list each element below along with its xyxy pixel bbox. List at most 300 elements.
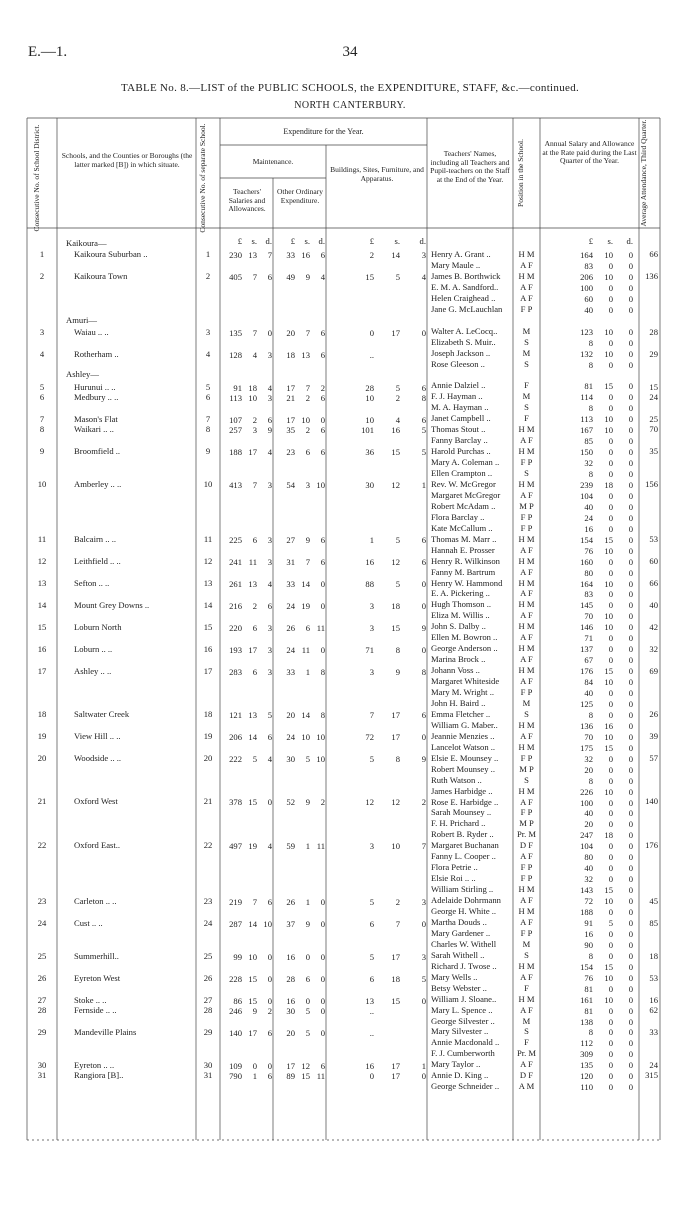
salaries-shillings: 7 (252, 897, 257, 907)
annual-salary-pounds: 154 (580, 962, 593, 972)
other-expenditure (275, 480, 325, 490)
other-expenditure (275, 557, 325, 567)
lsd-annual-pounds: £ (588, 236, 593, 246)
annual-salary-pounds: 16 (584, 524, 593, 534)
attendance: 62 (649, 1005, 658, 1015)
other-expenditure-pence: 2 (320, 797, 325, 807)
annual-salary (541, 447, 633, 457)
annual-salary-pounds: 20 (584, 765, 593, 775)
teacher-position: S (524, 337, 529, 347)
other-expenditure-pounds: 35 (286, 425, 295, 435)
salaries-pounds: 220 (229, 623, 242, 633)
annual-salary (541, 666, 633, 676)
teacher-name: George Schneider .. (431, 1082, 500, 1091)
salaries-shillings: 18 (248, 383, 257, 393)
annual-salary-shillings: 10 (604, 611, 613, 621)
buildings-shillings: 17 (391, 1071, 400, 1081)
buildings (328, 623, 426, 633)
teacher-name: F. J. Hayman .. (431, 392, 483, 401)
annual-salary (541, 261, 633, 271)
other-expenditure-pence: 11 (316, 841, 325, 851)
annual-salary-pence: 0 (628, 469, 633, 479)
district-no: 19 (37, 731, 47, 741)
buildings (328, 328, 426, 338)
salaries (222, 797, 272, 807)
buildings-pence: 6 (421, 383, 426, 393)
salaries-shillings: 19 (248, 841, 257, 851)
annual-salary (541, 984, 633, 994)
annual-salary (541, 349, 633, 359)
other-expenditure-shillings: 14 (301, 579, 310, 589)
salaries-pounds: 140 (229, 1028, 242, 1038)
salaries (222, 841, 272, 851)
other-expenditure-pence: 10 (316, 480, 325, 490)
buildings (328, 1006, 426, 1016)
other-expenditure (275, 328, 325, 338)
district-no: 17 (37, 666, 47, 676)
header-salaries: Teachers' Salaries and Allowances. (228, 187, 266, 213)
attendance: 60 (649, 556, 658, 566)
annual-salary (541, 294, 633, 304)
annual-salary-shillings: 10 (604, 272, 613, 282)
district-no: 24 (37, 918, 47, 928)
teacher-name: William G. Maber.. (431, 721, 498, 730)
teacher-position: F P (520, 862, 533, 872)
salaries (222, 425, 272, 435)
annual-salary (541, 754, 633, 764)
other-expenditure-pence: 0 (320, 974, 325, 984)
other-expenditure (275, 535, 325, 545)
school-no: 14 (203, 600, 213, 610)
annual-salary (541, 403, 633, 413)
other-expenditure-pence: 6 (320, 328, 325, 338)
school-name: Mandeville Plains (74, 1027, 137, 1037)
school-no: 10 (203, 479, 213, 489)
annual-salary-pence: 0 (628, 491, 633, 501)
other-expenditure-pence: 0 (320, 645, 325, 655)
salaries-pence: 0 (267, 797, 272, 807)
district-no: 18 (37, 709, 47, 719)
buildings-pence: 8 (421, 667, 426, 677)
buildings-pounds: 12 (365, 797, 374, 807)
district-no: 4 (39, 349, 45, 359)
district-no: 7 (39, 414, 45, 424)
annual-salary (541, 568, 633, 578)
teacher-name: George H. White .. (431, 907, 497, 916)
salaries-pounds: 216 (229, 601, 242, 611)
teacher-position: H M (518, 742, 535, 752)
annual-salary-pence: 0 (628, 1049, 633, 1059)
attendance: 45 (649, 896, 658, 906)
annual-salary-shillings: 0 (608, 907, 613, 917)
annual-salary (541, 644, 633, 654)
other-expenditure-pounds: 17 (286, 383, 295, 393)
teacher-position: M P (519, 764, 534, 774)
annual-salary-pence: 0 (628, 480, 633, 490)
buildings-pence: 5 (421, 425, 426, 435)
annual-salary-pence: 0 (628, 710, 633, 720)
buildings-shillings: 10 (391, 841, 400, 851)
attendance: 57 (649, 753, 658, 763)
annual-salary-shillings: 0 (608, 261, 613, 271)
school-no: 16 (203, 644, 213, 654)
other-expenditure-pounds: 21 (286, 393, 295, 403)
salaries-shillings: 2 (252, 415, 257, 425)
lsd-salaries-pence: d. (265, 236, 272, 246)
annual-salary-shillings: 0 (608, 513, 613, 523)
buildings-pence: 3 (421, 250, 426, 260)
other-expenditure (275, 667, 325, 677)
school-name: Sefton .. .. (74, 578, 110, 588)
school-name: Broomfield .. (74, 446, 121, 456)
salaries-pounds: 230 (229, 250, 242, 260)
salaries-shillings: 9 (252, 1006, 257, 1016)
teacher-name: Mary Maule .. (431, 261, 481, 270)
annual-salary-pence: 0 (628, 633, 633, 643)
salaries-pence: 0 (267, 1061, 272, 1071)
other-expenditure-shillings: 6 (305, 447, 310, 457)
table-subtitle: NORTH CANTERBURY. (294, 100, 406, 111)
other-expenditure-pence: 0 (320, 1028, 325, 1038)
teacher-position: F P (520, 457, 533, 467)
salaries (222, 919, 272, 929)
salaries-shillings: 17 (248, 645, 257, 655)
school-name: Waikari .. .. (74, 424, 114, 434)
annual-salary-pence: 0 (628, 535, 633, 545)
annual-salary-shillings: 0 (608, 524, 613, 534)
annual-salary-pence: 0 (628, 808, 633, 818)
teacher-position: S (524, 709, 529, 719)
annual-salary (541, 305, 633, 315)
other-expenditure-pence: 10 (316, 754, 325, 764)
salaries-pence: 0 (267, 952, 272, 962)
buildings (328, 415, 426, 425)
buildings-shillings: 12 (391, 797, 400, 807)
annual-salary-shillings: 0 (608, 940, 613, 950)
salaries-pence: 0 (267, 974, 272, 984)
annual-salary (541, 951, 633, 961)
annual-salary-pence: 0 (628, 677, 633, 687)
salaries (222, 645, 272, 655)
annual-salary-pence: 0 (628, 1071, 633, 1081)
teacher-name: Marina Brock .. (431, 655, 486, 664)
salaries-pounds: 135 (229, 328, 242, 338)
other-expenditure (275, 383, 325, 393)
annual-salary-pounds: 81 (584, 381, 593, 391)
other-expenditure-pence: 10 (316, 732, 325, 742)
annual-salary-shillings: 0 (608, 852, 613, 862)
attendance: 66 (649, 578, 658, 588)
buildings-pence: 6 (421, 415, 426, 425)
other-expenditure-pounds: 26 (286, 897, 295, 907)
lsd-other (275, 236, 325, 246)
teacher-position: F P (520, 687, 533, 697)
teacher-position: H M (518, 961, 535, 971)
other-expenditure (275, 601, 325, 611)
salaries-pounds: 113 (229, 393, 242, 403)
annual-salary-pounds: 188 (580, 907, 593, 917)
annual-salary-shillings: 10 (604, 995, 613, 1005)
annual-salary-pounds: 135 (580, 1060, 593, 1070)
other-expenditure-shillings: 10 (301, 415, 310, 425)
salaries-pounds: 107 (229, 415, 242, 425)
salaries-shillings: 7 (252, 328, 257, 338)
school-no: 1 (205, 249, 211, 259)
school-name: Leithfield .. .. (74, 556, 121, 566)
annual-salary-pounds: 40 (584, 808, 593, 818)
attendance: 136 (645, 271, 658, 281)
annual-salary-pounds: 8 (588, 360, 593, 370)
salaries-shillings: 6 (252, 535, 257, 545)
school-no: 11 (203, 534, 213, 544)
annual-salary-shillings: 0 (608, 754, 613, 764)
annual-salary (541, 502, 633, 512)
annual-salary-shillings: 0 (608, 699, 613, 709)
teacher-position: A F (520, 282, 533, 292)
annual-salary-pounds: 104 (580, 841, 593, 851)
other-expenditure-shillings: 16 (301, 250, 310, 260)
buildings (328, 645, 426, 655)
other-expenditure-pounds: 17 (286, 1061, 295, 1071)
salaries (222, 383, 272, 393)
school-no: 21 (203, 796, 213, 806)
buildings-shillings: 2 (395, 897, 400, 907)
annual-salary-pence: 0 (628, 589, 633, 599)
salaries (222, 350, 272, 360)
other-expenditure-shillings: 13 (301, 350, 310, 360)
district-no: 8 (39, 424, 45, 434)
buildings-pence: 0 (421, 579, 426, 589)
salaries-shillings: 7 (252, 272, 257, 282)
teacher-position: F P (520, 753, 533, 763)
teacher-name: George Silvester .. (431, 1017, 495, 1026)
district-no: 27 (37, 995, 47, 1005)
salaries-shillings: 6 (252, 623, 257, 633)
buildings-pence: 1 (421, 1061, 426, 1071)
annual-salary-shillings: 15 (604, 962, 613, 972)
annual-salary-shillings: 0 (608, 1082, 613, 1092)
annual-salary-pence: 0 (628, 546, 633, 556)
attendance: 25 (649, 414, 658, 424)
buildings-shillings: 15 (391, 623, 400, 633)
salaries-pence: 4 (267, 754, 272, 764)
salaries-pounds: 287 (229, 919, 242, 929)
header-other: Other Ordinary Expenditure. (276, 187, 324, 205)
salaries-shillings: 13 (248, 579, 257, 589)
attendance: 53 (649, 534, 658, 544)
annual-salary (541, 1038, 633, 1048)
header-district-no: Consecutive No. of School District. (32, 124, 41, 232)
buildings-pounds: 30 (365, 480, 374, 490)
salaries-pounds: 206 (229, 732, 242, 742)
teacher-position: H M (518, 556, 535, 566)
teacher-position: A F (520, 895, 533, 905)
buildings-shillings: 16 (391, 425, 400, 435)
annual-salary-pence: 0 (628, 951, 633, 961)
annual-salary-pounds: 100 (580, 283, 593, 293)
buildings-shillings: 12 (391, 480, 400, 490)
district-no: 21 (37, 796, 47, 806)
annual-salary-pounds: 8 (588, 951, 593, 961)
other-expenditure-pence: 0 (320, 1006, 325, 1016)
school-no: 3 (205, 327, 211, 337)
annual-salary-pence: 0 (628, 688, 633, 698)
other-expenditure-pounds: 20 (286, 328, 295, 338)
school-name: Cust .. .. (74, 918, 103, 928)
other-expenditure-shillings: 5 (305, 1006, 310, 1016)
salaries-pence: 6 (267, 1028, 272, 1038)
annual-salary-pence: 0 (628, 1017, 633, 1027)
salaries (222, 732, 272, 742)
salaries-shillings: 6 (252, 667, 257, 677)
salaries-pounds: 790 (229, 1071, 242, 1081)
annual-salary-pounds: 164 (580, 250, 593, 260)
page-id: E.—1. (28, 44, 68, 60)
buildings-pounds: .. (369, 1006, 374, 1016)
county-label: Kaikoura— (66, 238, 107, 248)
annual-salary-pounds: 100 (580, 798, 593, 808)
school-name: Fernside .. .. (74, 1005, 117, 1015)
annual-salary-pounds: 160 (580, 557, 593, 567)
annual-salary (541, 381, 633, 391)
district-no: 9 (39, 446, 45, 456)
buildings (328, 447, 426, 457)
salaries-pence: 3 (267, 393, 272, 403)
teacher-name: Rev. W. McGregor (431, 480, 496, 489)
salaries-shillings: 14 (248, 919, 257, 929)
attendance: 33 (649, 1027, 658, 1037)
annual-salary (541, 589, 633, 599)
teacher-position: H M (518, 446, 535, 456)
teacher-name: Janet Campbell .. (431, 414, 491, 423)
lsd-other-pounds: £ (290, 236, 295, 246)
teacher-name: Hugh Thomson .. (431, 600, 492, 609)
lsd-salaries-pounds: £ (237, 236, 242, 246)
salaries (222, 601, 272, 611)
school-no: 7 (205, 414, 211, 424)
annual-salary-shillings: 10 (604, 787, 613, 797)
annual-salary-pence: 0 (628, 1060, 633, 1070)
teacher-name: Kate McCallum .. (431, 524, 493, 533)
annual-salary (541, 458, 633, 468)
buildings-pence: 9 (421, 754, 426, 764)
salaries-shillings: 2 (252, 601, 257, 611)
annual-salary (541, 338, 633, 348)
annual-salary-pence: 0 (628, 1038, 633, 1048)
salaries-shillings: 17 (248, 1028, 257, 1038)
annual-salary-pence: 0 (628, 721, 633, 731)
annual-salary (541, 699, 633, 709)
salaries-pounds: 283 (229, 667, 242, 677)
teacher-name: Thomas Stout .. (431, 425, 486, 434)
other-expenditure-pence: 0 (320, 579, 325, 589)
salaries (222, 535, 272, 545)
annual-salary-pence: 0 (628, 381, 633, 391)
salaries (222, 1071, 272, 1081)
salaries (222, 1061, 272, 1071)
salaries-pounds: 378 (229, 797, 242, 807)
salaries (222, 974, 272, 984)
annual-salary-shillings: 15 (604, 743, 613, 753)
salaries-shillings: 7 (252, 480, 257, 490)
teacher-position: F (524, 380, 529, 390)
annual-salary-shillings: 0 (608, 589, 613, 599)
teacher-name: John S. Dalby .. (431, 622, 486, 631)
school-no: 23 (203, 896, 213, 906)
annual-salary-pounds: 239 (580, 480, 593, 490)
annual-salary (541, 1017, 633, 1027)
teacher-name: Thomas M. Marr .. (431, 535, 497, 544)
annual-salary (541, 765, 633, 775)
attendance: 28 (649, 327, 658, 337)
other-expenditure-pence: 0 (320, 996, 325, 1006)
other-expenditure-pence: 6 (320, 393, 325, 403)
buildings (328, 383, 426, 393)
buildings-shillings: 17 (391, 1061, 400, 1071)
salaries (222, 710, 272, 720)
annual-salary (541, 852, 633, 862)
annual-salary-pounds: 76 (584, 973, 593, 983)
table-title: TABLE No. 8.—LIST of the PUBLIC SCHOOLS, the EXPENDITURE, STAFF, &c.—continued. (120, 82, 580, 94)
annual-salary-pence: 0 (628, 655, 633, 665)
salaries-pence: 7 (267, 250, 272, 260)
header-position: Position in the School. (516, 139, 525, 207)
annual-salary (541, 885, 633, 895)
other-expenditure (275, 732, 325, 742)
annual-salary-pence: 0 (628, 294, 633, 304)
teacher-name: Ruth Watson .. (431, 776, 482, 785)
school-no: 27 (203, 995, 213, 1005)
other-expenditure-pounds: 27 (286, 535, 295, 545)
buildings-shillings: 5 (395, 535, 400, 545)
annual-salary (541, 1082, 633, 1092)
buildings-pounds: 16 (365, 1061, 374, 1071)
other-expenditure-shillings: 9 (305, 272, 310, 282)
salaries-pounds: 99 (233, 952, 242, 962)
other-expenditure-pounds: 31 (286, 557, 295, 567)
salaries-pounds: 261 (229, 579, 242, 589)
annual-salary-pounds: 32 (584, 874, 593, 884)
district-no: 15 (37, 622, 47, 632)
annual-salary (541, 995, 633, 1005)
teacher-name: Elsie E. Mounsey .. (431, 754, 499, 763)
annual-salary-pounds: 81 (584, 1006, 593, 1016)
teacher-name: Annie Macdonald .. (431, 1038, 500, 1047)
teacher-position: H M (518, 249, 535, 259)
teacher-name: Lancelot Watson .. (431, 743, 496, 752)
annual-salary (541, 808, 633, 818)
buildings-pounds: 7 (369, 710, 374, 720)
other-expenditure-shillings: 7 (305, 557, 310, 567)
other-expenditure (275, 974, 325, 984)
salaries-pence: 10 (263, 919, 272, 929)
other-expenditure-pence: 0 (320, 415, 325, 425)
annual-salary (541, 622, 633, 632)
teacher-position: H M (518, 786, 535, 796)
teacher-position: A F (520, 676, 533, 686)
salaries-shillings: 17 (248, 447, 257, 457)
annual-salary-pounds: 309 (580, 1049, 593, 1059)
school-name: Balcairn .. .. (74, 534, 116, 544)
annual-salary (541, 633, 633, 643)
lsd-annual (541, 236, 633, 246)
annual-salary-pounds: 8 (588, 469, 593, 479)
annual-salary-shillings: 0 (608, 557, 613, 567)
salaries-pounds: 188 (229, 447, 242, 457)
school-name: Medbury .. .. (74, 392, 119, 402)
other-expenditure-pounds: 59 (286, 841, 295, 851)
attendance: 70 (649, 424, 658, 434)
